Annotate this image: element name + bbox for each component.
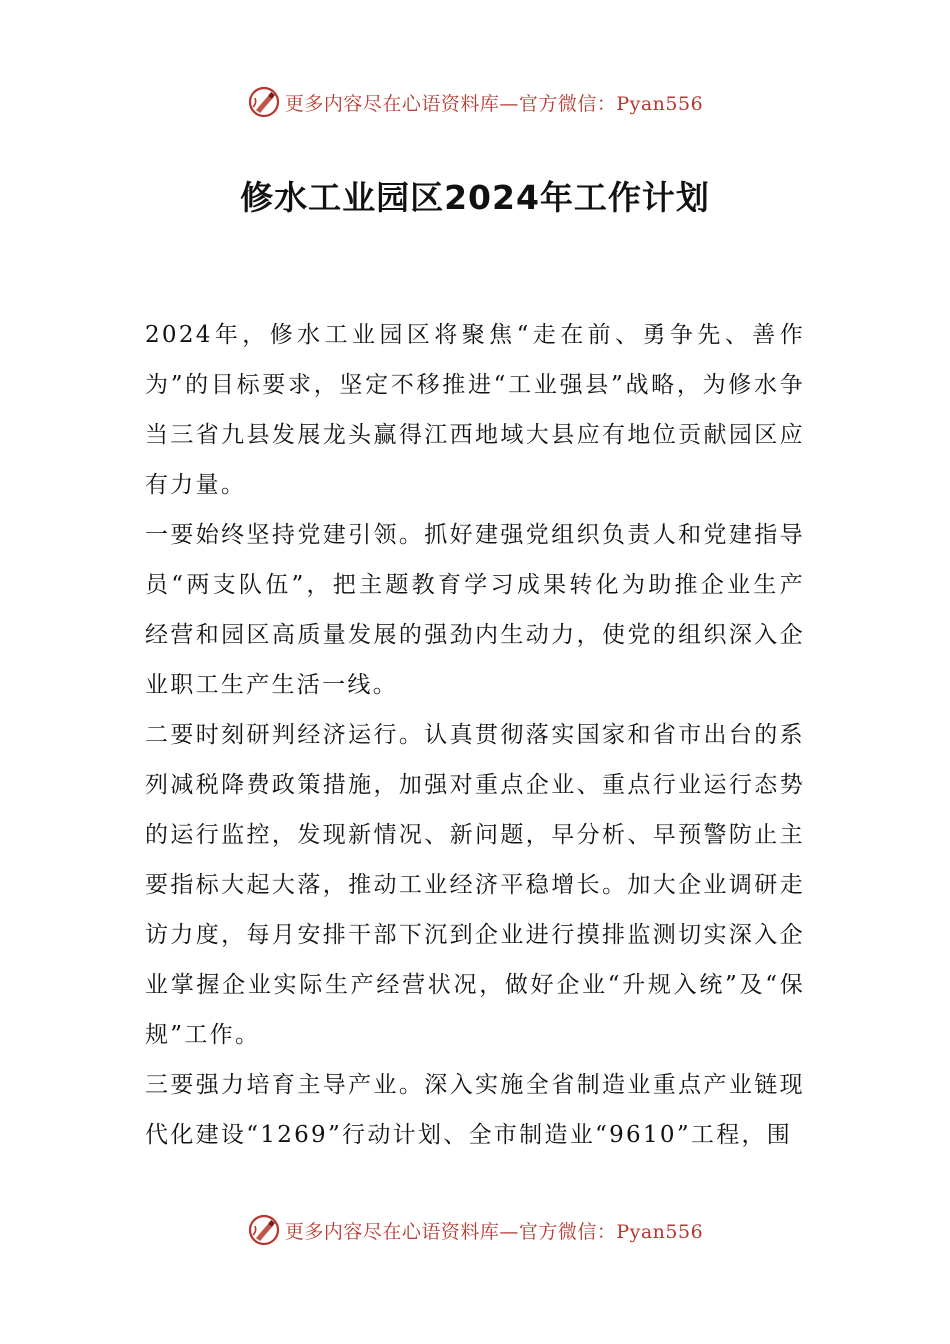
watermark-text: 更多内容尽在心语资料库—官方微信：Pyan556 [284,1220,704,1243]
watermark-text: 更多内容尽在心语资料库—官方微信：Pyan556 [284,92,704,115]
paragraph-party-building: 一要始终坚持党建引领。抓好建强党组织负责人和党建指导员“两支队伍”，把主题教育学习成果转化为助推企业生产经营和园区高质量发展的强劲内生动力，使党的组织深入企业职工生产生活一线。 [145,522,805,698]
header-watermark-banner [0,80,950,124]
pen-nib-logo-icon [247,85,281,119]
paragraph-economic-monitoring: 二要时刻研判经济运行。认真贯彻落实国家和省市出台的系列减税降费政策措施，加强对重点企业、重点行业运行态势的运行监控，发现新情况、新问题，早分析、早预警防止主要指标大起大落，推动工业经济平稳增长。加大企业调研走访力度，每月安排干部下沉到企业进行摸排监测切实深入企业掌握企业实际生产经营状况，做好企业“升规入统”及“保规”工作。 [145,722,805,1048]
paragraph-industry-cultivation: 三要强力培育主导产业。深入实施全省制造业重点产业链现代化建设“1269”行动计划、全市制造业“9610”工程，围 [145,1072,805,1148]
document-body [145,310,805,1160]
pen-nib-logo-icon [247,1213,281,1247]
document-title: 修水工业园区2024年工作计划 [240,178,710,217]
footer-watermark-banner [0,1208,950,1252]
paragraph-intro: 2024年，修水工业园区将聚焦“走在前、勇争先、善作为”的目标要求，坚定不移推进“工业强县”战略，为修水争当三省九县发展龙头赢得江西地域大县应有地位贡献园区应有力量。 [145,322,805,498]
